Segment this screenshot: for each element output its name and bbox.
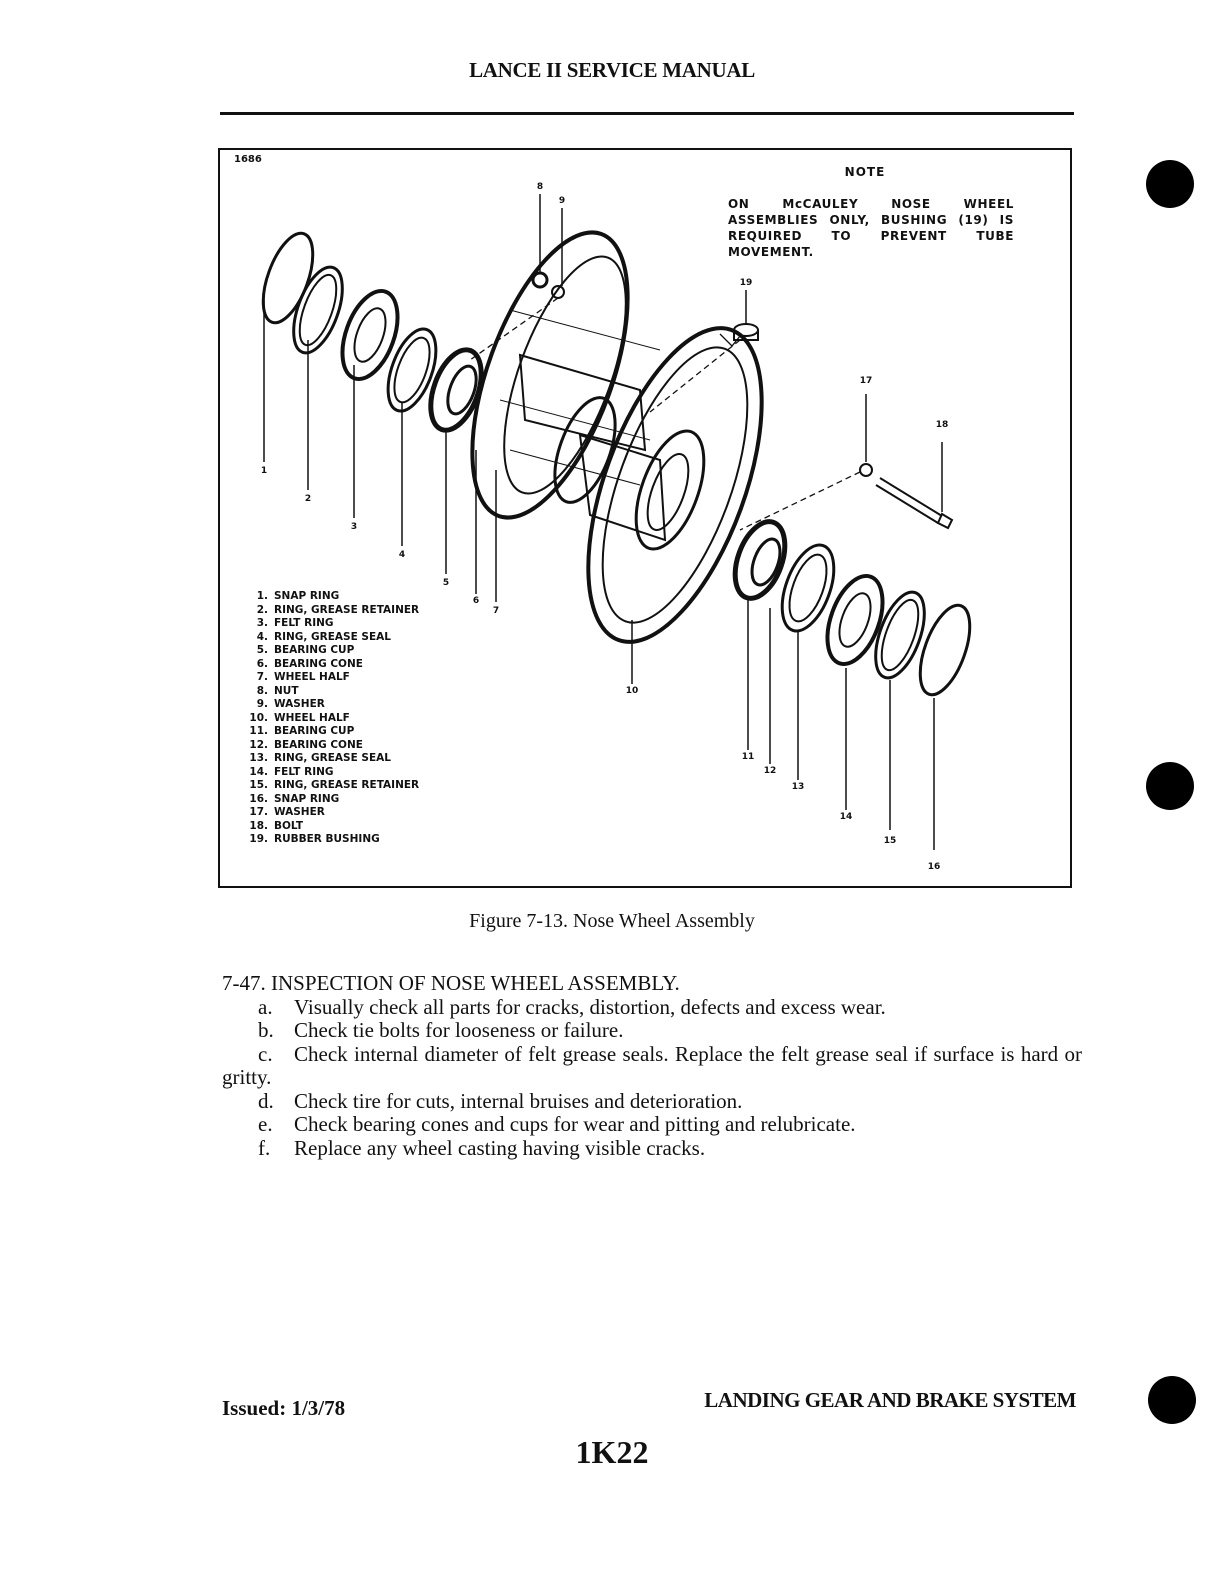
- figure-frame: [218, 148, 1072, 888]
- legend-item: 19. RUBBER BUSHING: [249, 833, 380, 845]
- callout-8: 8: [536, 182, 544, 192]
- step-item: c. Check internal diameter of felt grease seals. Replace the felt grease seal if surface is hard or gritty.: [222, 1041, 1082, 1089]
- callout-2: 2: [304, 494, 312, 504]
- step-item: b. Check tie bolts for looseness or failure.: [258, 1018, 624, 1042]
- legend-item: 5. BEARING CUP: [256, 644, 355, 656]
- binder-hole-icon: [1146, 160, 1194, 208]
- callout-1: 1: [260, 466, 268, 476]
- callout-9: 9: [558, 196, 566, 206]
- wheel-half-right: [553, 306, 797, 664]
- header-rule: [220, 112, 1074, 115]
- grease-seal-ring-left: [378, 323, 445, 417]
- callout-17: 17: [859, 376, 873, 386]
- page-header-title: LANCE II SERVICE MANUAL: [469, 58, 755, 82]
- step-item: e. Check bearing cones and cups for wear and pitting and relubricate.: [258, 1112, 856, 1136]
- legend-item: 14. FELT RING: [249, 765, 334, 778]
- binder-hole-icon: [1148, 1376, 1196, 1424]
- legend-item: 16. SNAP RING: [249, 792, 340, 805]
- page-code: 1K22: [575, 1434, 649, 1470]
- callout-14: 14: [839, 812, 853, 822]
- legend-item: 17. WASHER: [249, 806, 325, 818]
- callout-15: 15: [883, 836, 897, 846]
- callout-12: 12: [763, 766, 777, 776]
- legend-item: 8. NUT: [256, 684, 299, 697]
- callout-5: 5: [442, 578, 450, 588]
- footer-section-name: LANDING GEAR AND BRAKE SYSTEM: [704, 1388, 1076, 1412]
- legend-item: 3. FELT RING: [256, 617, 334, 629]
- callout-10: 10: [625, 686, 639, 696]
- step-item: d. Check tire for cuts, internal bruises and deterioration.: [258, 1088, 743, 1113]
- parts-legend: [248, 590, 419, 847]
- legend-item: 2. RING, GREASE RETAINER: [256, 603, 420, 616]
- assembly-lines: [470, 298, 860, 530]
- callout-11: 11: [741, 752, 755, 762]
- callout-16: 16: [927, 862, 941, 872]
- snap-ring-right: [910, 599, 980, 701]
- legend-item: 12. BEARING CONE: [249, 738, 363, 751]
- callout-18: 18: [935, 420, 949, 430]
- note-heading: NOTE: [844, 165, 886, 179]
- legend-item: 15. RING, GREASE RETAINER: [249, 779, 420, 791]
- legend-item: 18. BOLT: [249, 819, 304, 832]
- note-text: ON McCAULEY NOSE WHEEL ASSEMBLIES ONLY, BUSHING (19) IS REQUIRED TO PREVENT TUBE MOVEMENT.: [728, 197, 1014, 259]
- legend-item: 9. WASHER: [256, 698, 325, 710]
- issued-date: Issued: 1/3/78: [222, 1396, 346, 1420]
- legend-item: 1. SNAP RING: [256, 590, 340, 602]
- wheel-half-left: [440, 213, 660, 537]
- binder-hole-icon: [1146, 762, 1194, 810]
- callout-3: 3: [350, 522, 358, 532]
- callout-4: 4: [398, 550, 406, 560]
- step-item: f. Replace any wheel casting having visible cracks.: [258, 1135, 706, 1160]
- step-item: a. Visually check all parts for cracks, distortion, defects and excess wear.: [258, 994, 886, 1019]
- legend-item: 7. WHEEL HALF: [256, 671, 350, 683]
- inspection-section: [222, 972, 1082, 1160]
- legend-item: 11. BEARING CUP: [249, 725, 355, 737]
- legend-item: 10. WHEEL HALF: [249, 711, 350, 724]
- bolt-part: [876, 478, 952, 528]
- legend-item: 4. RING, GREASE SEAL: [256, 630, 391, 643]
- callout-13: 13: [791, 782, 805, 792]
- legend-item: 6. BEARING CONE: [256, 657, 363, 670]
- figure-id: 1686: [234, 154, 262, 165]
- section-title: 7-47. INSPECTION OF NOSE WHEEL ASSEMBLY.: [222, 971, 680, 995]
- callout-6: 6: [472, 596, 480, 606]
- callout-7: 7: [492, 606, 500, 616]
- figure-caption: Figure 7-13. Nose Wheel Assembly: [469, 910, 755, 932]
- washer-17-part: [860, 464, 872, 476]
- legend-item: 13. RING, GREASE SEAL: [249, 752, 391, 764]
- callout-19: 19: [739, 278, 753, 288]
- nut-part: [533, 273, 547, 287]
